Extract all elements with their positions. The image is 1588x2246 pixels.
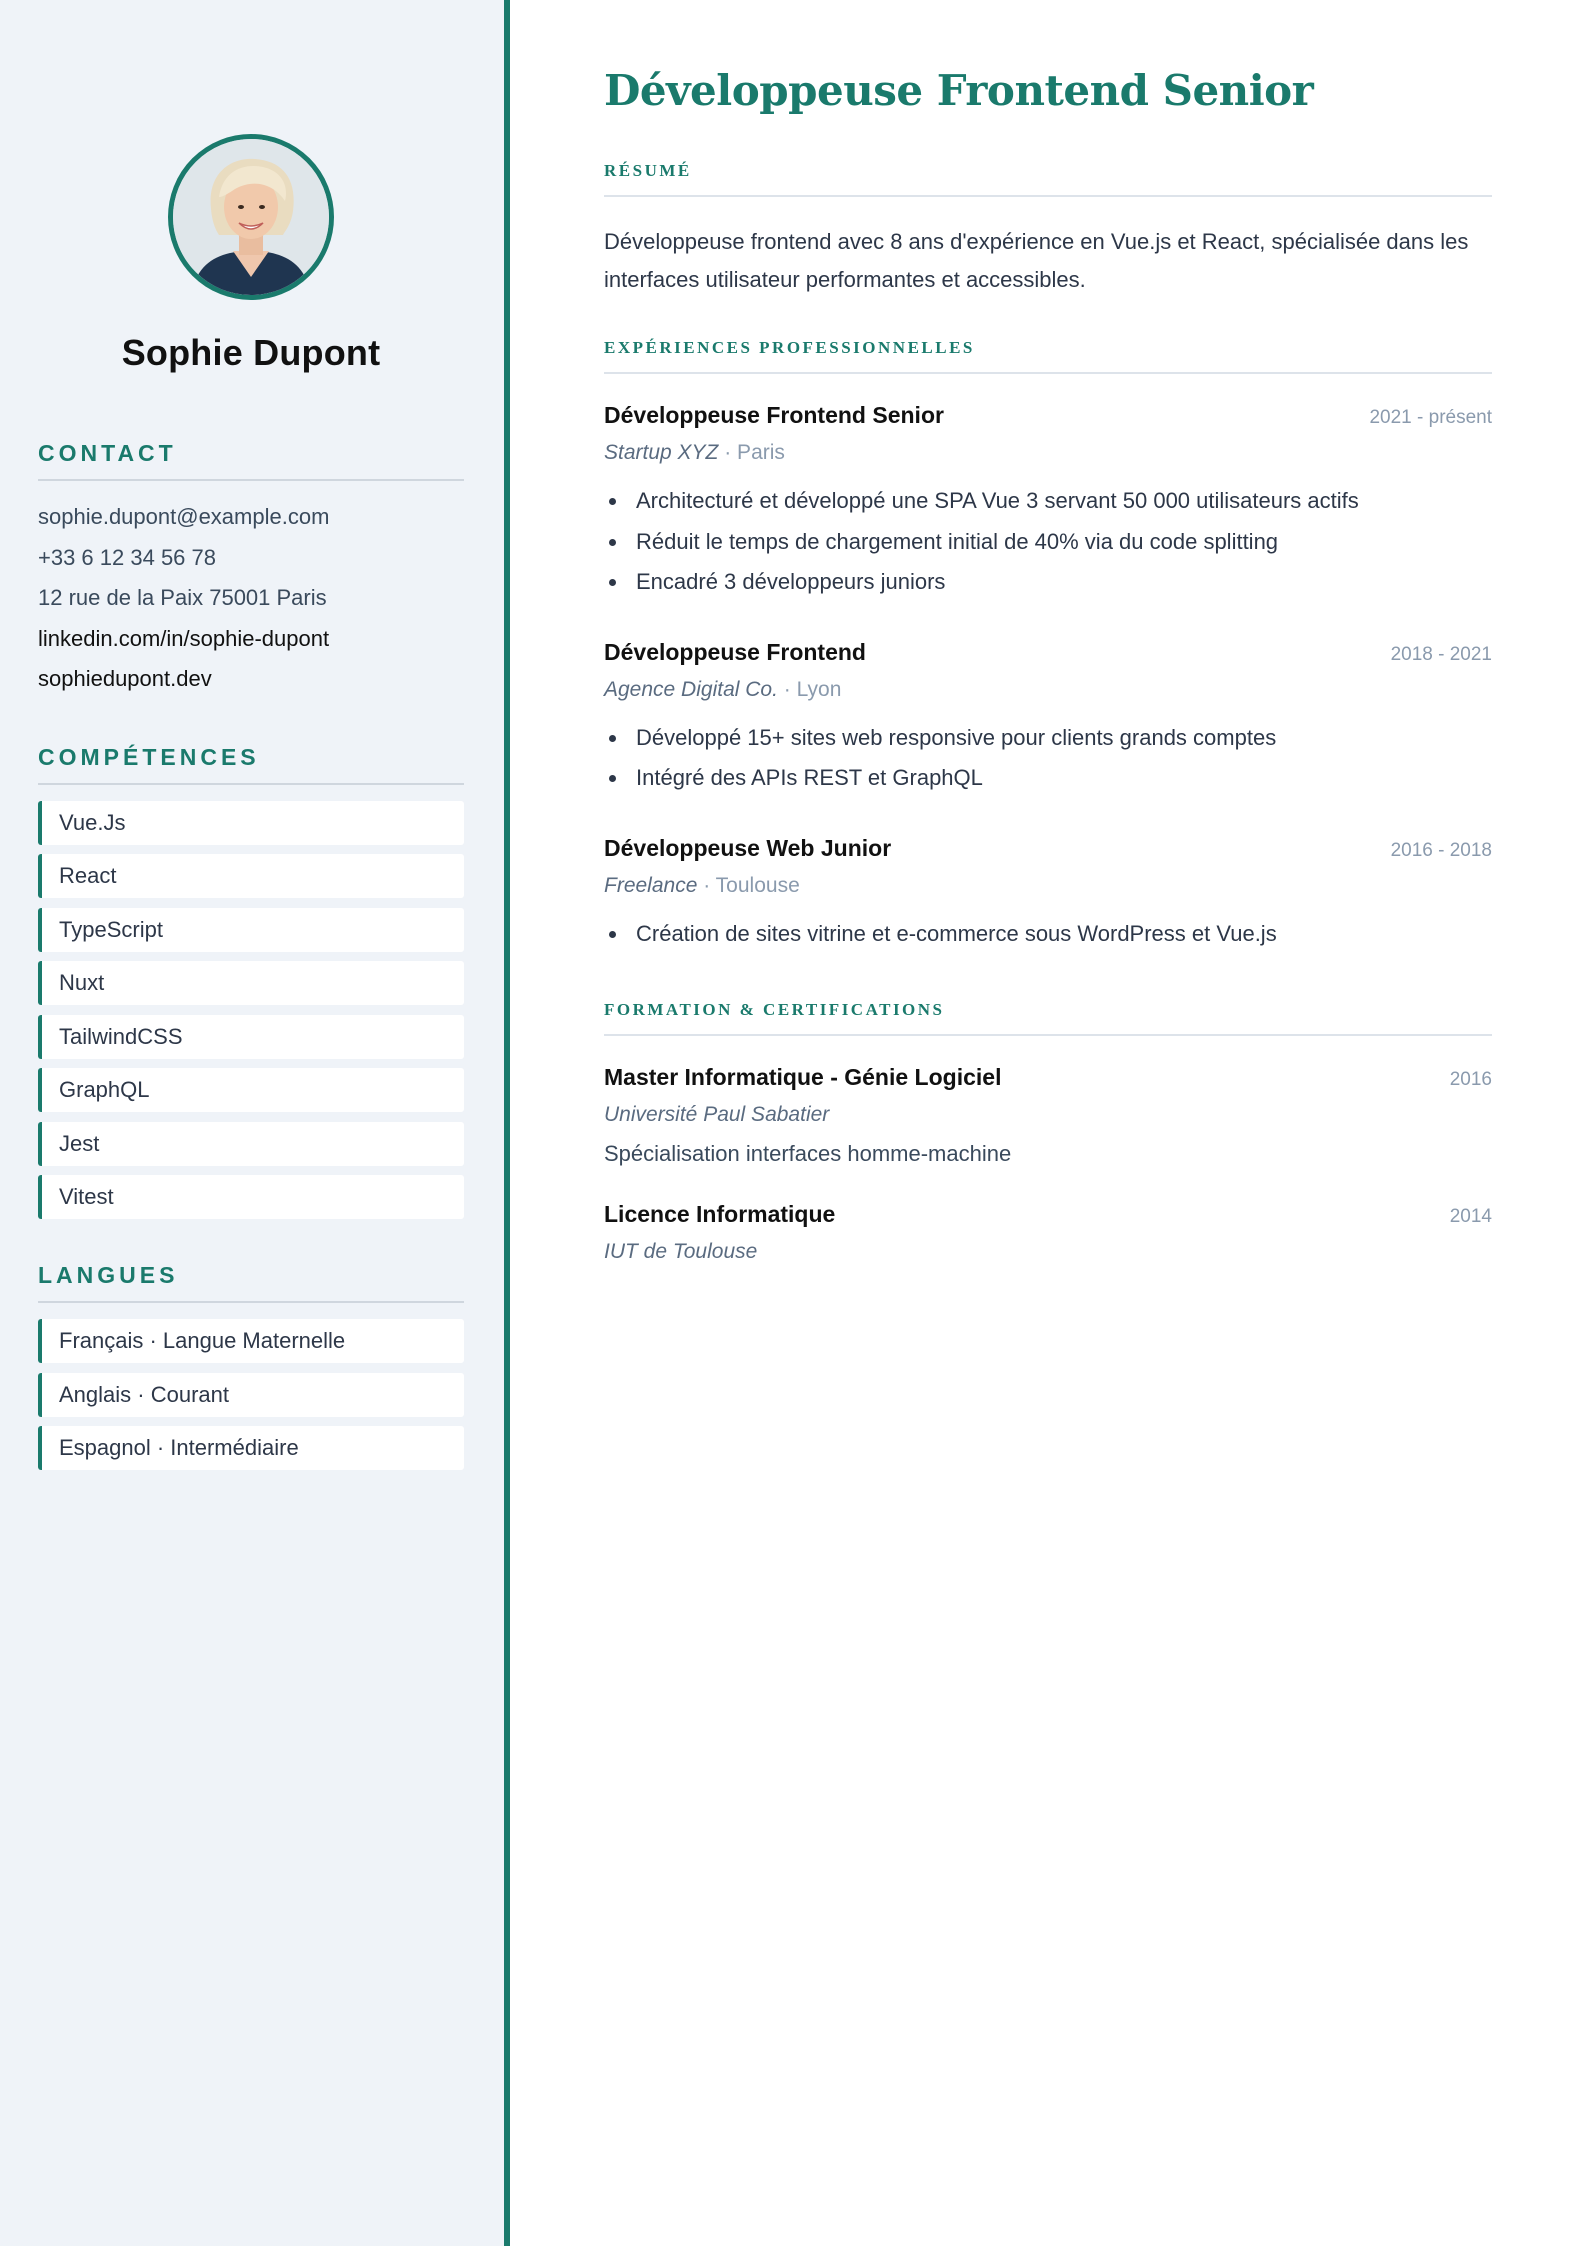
skill-tag: GraphQL: [38, 1068, 464, 1112]
contact-section: [38, 440, 464, 700]
language-tag: Espagnol · Intermédiaire: [38, 1426, 464, 1470]
skills-section: [38, 744, 464, 1220]
education-heading: FORMATION & CERTIFICATIONS: [604, 1000, 1492, 1036]
job-dates: 2021 - présent: [1369, 407, 1492, 428]
education-entry: [604, 1201, 1492, 1264]
job-bullets: [604, 718, 1492, 799]
contact-phone: +33 6 12 34 56 78: [38, 544, 216, 570]
skill-tag: Nuxt: [38, 961, 464, 1005]
job-dates: 2018 - 2021: [1390, 643, 1492, 665]
education-school: IUT de Toulouse: [604, 1240, 758, 1263]
education-year: 2016: [1449, 1069, 1492, 1090]
job-bullet: Création de sites vitrine et e-commerce sous WordPress et Vue.js: [604, 914, 1492, 955]
job-title-heading: Développeuse Frontend Senior: [604, 66, 1314, 115]
job-company: Agence Digital Co.: [604, 677, 778, 701]
job-entry: [604, 835, 1492, 955]
job-bullet: Architecturé et développé une SPA Vue 3 servant 50 000 utilisateurs actifs: [604, 481, 1492, 522]
person-portrait-icon: [173, 139, 329, 295]
job-title: Développeuse Frontend Senior: [604, 402, 944, 428]
contact-website-link[interactable]: sophiedupont.dev: [38, 666, 212, 691]
skill-tag: Vue.Js: [38, 801, 464, 845]
job-company: Freelance: [604, 873, 698, 897]
job-location: · Toulouse: [703, 873, 800, 897]
skills-heading: COMPÉTENCES: [38, 744, 464, 785]
skill-tag: TypeScript: [38, 908, 464, 952]
languages-heading: LANGUES: [38, 1262, 464, 1303]
job-title: Développeuse Frontend: [604, 638, 866, 665]
skill-tag: Vitest: [38, 1175, 464, 1219]
job-bullet: Intégré des APIs REST et GraphQL: [604, 758, 1492, 799]
summary-text: Développeuse frontend avec 8 ans d'expérience en Vue.js et React, spécialisée dans les interfaces utilisateur performantes et accessibles.: [604, 229, 1469, 292]
contact-list: [38, 497, 464, 700]
skills-list: [38, 801, 464, 1220]
education-school: Université Paul Sabatier: [604, 1103, 830, 1126]
summary-heading: RÉSUMÉ: [604, 161, 1492, 197]
job-title: Développeuse Web Junior: [604, 834, 892, 861]
contact-heading: CONTACT: [38, 440, 464, 481]
experience-heading: EXPÉRIENCES PROFESSIONNELLES: [604, 338, 1492, 374]
summary-section: [604, 161, 1492, 298]
job-dates: 2016 - 2018: [1390, 839, 1492, 861]
education-degree: Licence Informatique: [604, 1201, 836, 1227]
skill-tag: Jest: [38, 1122, 464, 1166]
skill-tag: TailwindCSS: [38, 1015, 464, 1059]
contact-linkedin-link[interactable]: linkedin.com/in/sophie-dupont: [38, 625, 330, 651]
contact-email[interactable]: sophie.dupont@example.com: [38, 504, 330, 529]
job-bullets: [604, 481, 1492, 603]
education-description: Spécialisation interfaces homme-machine: [604, 1141, 1012, 1166]
language-tag: Français · Langue Maternelle: [38, 1319, 464, 1363]
sidebar: [0, 0, 510, 2246]
job-bullets: [604, 914, 1492, 955]
skill-tag: React: [38, 854, 464, 898]
job-entry: [604, 639, 1492, 799]
languages-section: [38, 1262, 464, 1470]
languages-list: [38, 1319, 464, 1470]
avatar: [168, 134, 334, 300]
job-location: · Paris: [724, 441, 785, 464]
main-content: [510, 0, 1588, 2246]
contact-address: 12 rue de la Paix 75001 Paris: [38, 585, 327, 610]
experience-section: [604, 338, 1492, 954]
education-entry: [604, 1064, 1492, 1167]
language-tag: Anglais · Courant: [38, 1373, 464, 1417]
job-bullet: Développé 15+ sites web responsive pour clients grands comptes: [604, 718, 1492, 759]
job-company: Startup XYZ: [604, 441, 719, 464]
job-bullet: Encadré 3 développeurs juniors: [604, 562, 1492, 603]
education-degree: Master Informatique - Génie Logiciel: [604, 1064, 1002, 1090]
job-entry: [604, 402, 1492, 603]
candidate-name: Sophie Dupont: [121, 332, 381, 373]
education-section: [604, 1000, 1492, 1264]
job-location: · Lyon: [783, 677, 842, 701]
education-year: 2014: [1449, 1206, 1492, 1227]
job-bullet: Réduit le temps de chargement initial de 40% via du code splitting: [604, 522, 1492, 563]
